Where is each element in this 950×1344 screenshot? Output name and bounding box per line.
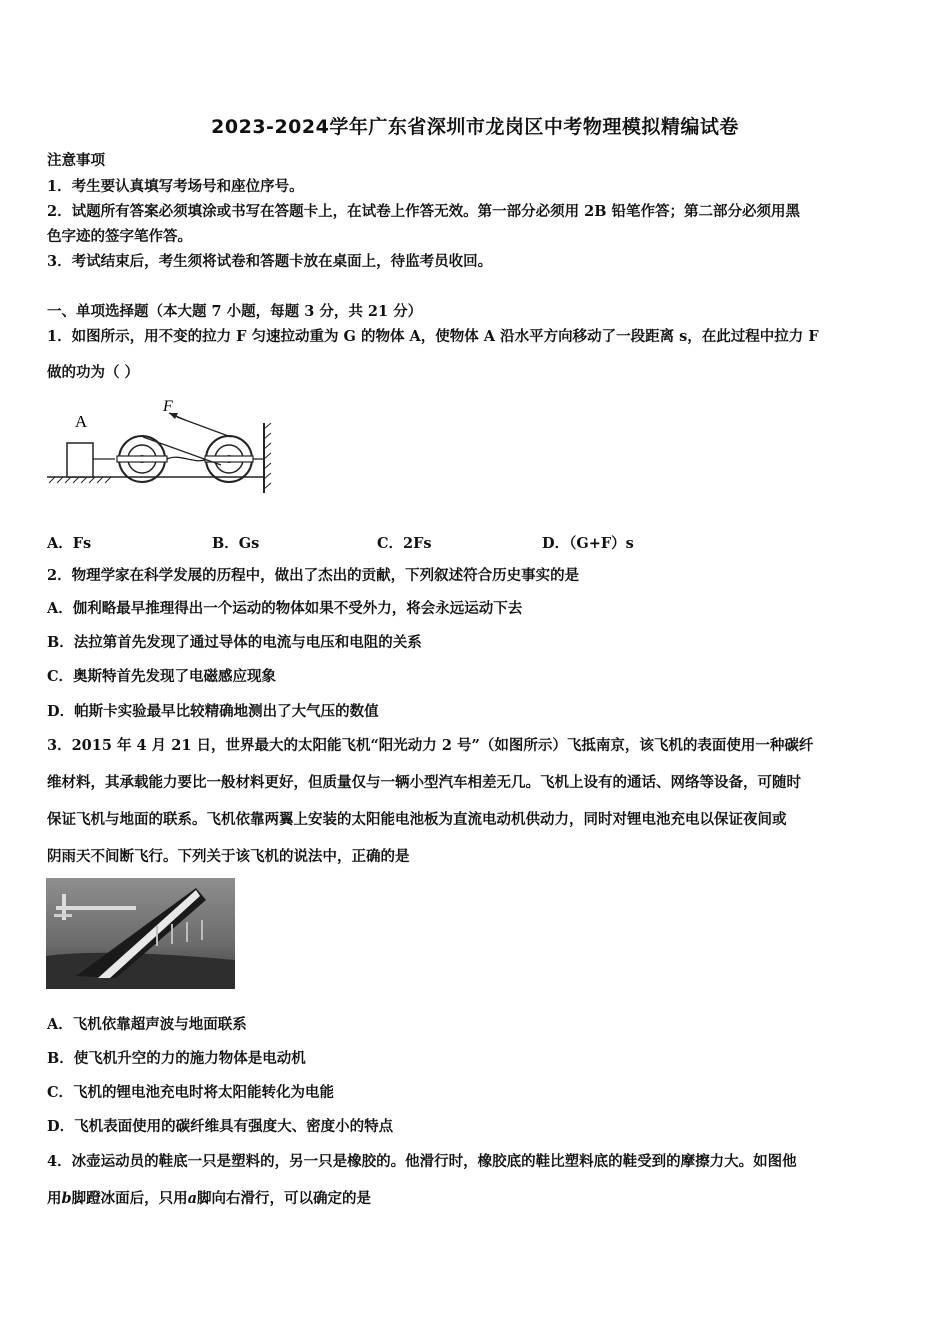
solar-plane-photo [46, 878, 235, 989]
q2-option-a[interactable]: A．伽利略最早推理得出一个运动的物体如果不受外力，将会永远运动下去 [47, 600, 523, 617]
notice-item-3: 3．考试结束后，考生须将试卷和答题卡放在桌面上，待监考员收回。 [47, 253, 493, 270]
q1-option-d[interactable]: D．（G+F）s [542, 535, 634, 552]
notice-item-1: 1．考生要认真填写考场号和座位序号。 [47, 178, 304, 195]
q3-stem-line1: 3．2015 年 4 月 21 日，世界最大的太阳能飞机“阳光动力 2 号”（如图所示）飞抵南京，该飞机的表面使用一种碳纤 [47, 737, 814, 754]
q2-option-d[interactable]: D．帕斯卡实验最早比较精确地测出了大气压的数值 [47, 703, 379, 720]
q1-option-c[interactable]: C．2Fs [377, 535, 432, 552]
q3-stem-line2: 维材料，其承载能力要比一般材料更好，但质量仅与一辆小型汽车相差无几。飞机上设有的通话、网络等设备，可随时 [47, 774, 801, 791]
q3-option-c[interactable]: C．飞机的锂电池充电时将太阳能转化为电能 [47, 1084, 335, 1101]
q4-var-b: b [61, 1190, 72, 1207]
q4-var-a: a [187, 1190, 198, 1207]
q4-stem-line1: 4．冰壶运动员的鞋底一只是塑料的，另一只是橡胶的。他滑行时，橡胶底的鞋比塑料底的鞋受到的摩擦力大。如图他 [47, 1153, 797, 1170]
fixed-pulley [205, 436, 253, 482]
q3-stem-line3: 保证飞机与地面的联系。飞机依靠两翼上安装的太阳能电池板为直流电动机供动力，同时对锂电池充电以保证夜间或 [47, 811, 787, 828]
q3-option-b[interactable]: B．使飞机升空的力的施力物体是电动机 [47, 1050, 306, 1067]
q2-option-c[interactable]: C．奥斯特首先发现了电磁感应现象 [47, 668, 277, 685]
q1-option-a[interactable]: A．Fs [47, 535, 92, 552]
block-a [67, 443, 93, 477]
q1-stem-line1: 1．如图所示，用不变的拉力 F 匀速拉动重为 G 的物体 A，使物体 A 沿水平方向移动了一段距离 s，在此过程中拉力 F [47, 328, 819, 345]
notice-item-2: 2．试题所有答案必须填涂或书写在答题卡上，在试卷上作答无效。第一部分必须用 2B 铅笔作答；第二部分必须用黑 [47, 203, 801, 220]
q3-option-a[interactable]: A．飞机依靠超声波与地面联系 [47, 1016, 247, 1033]
q4-line2-pre: 用 [47, 1190, 62, 1207]
q1-stem-line2: 做的功为（ ） [47, 364, 140, 381]
rope-pull [177, 417, 231, 437]
q4-line2-mid: 脚蹬冰面后，只用 [71, 1190, 188, 1207]
force-label: F [163, 398, 173, 415]
ground-hatching [49, 477, 111, 483]
q3-stem-line4: 阴雨天不间断飞行。下列关于该飞机的说法中，正确的是 [47, 848, 410, 865]
page-title: 2023-2024学年广东省深圳市龙岗区中考物理模拟精编试卷 [211, 116, 739, 138]
notice-item-2-cont: 色字迹的签字笔作答。 [47, 228, 192, 245]
q1-option-b[interactable]: B．Gs [212, 535, 260, 552]
q4-stem-line2 [47, 1189, 907, 1209]
q4-line2-post: 脚向右滑行，可以确定的是 [197, 1190, 372, 1207]
q3-option-d[interactable]: D．飞机表面使用的碳纤维具有强度大、密度小的特点 [47, 1118, 394, 1135]
block-label: A [74, 412, 88, 431]
q2-option-b[interactable]: B．法拉第首先发现了通过导体的电流与电压和电阻的关系 [47, 634, 422, 651]
q2-stem: 2．物理学家在科学发展的历程中，做出了杰出的贡献，下列叙述符合历史事实的是 [47, 567, 580, 584]
notice-heading: 注意事项 [47, 152, 105, 169]
section-heading: 一、单项选择题（本大题 7 小题，每题 3 分，共 21 分） [47, 303, 423, 320]
pulley-figure [45, 393, 275, 498]
plane-boom [56, 906, 136, 910]
